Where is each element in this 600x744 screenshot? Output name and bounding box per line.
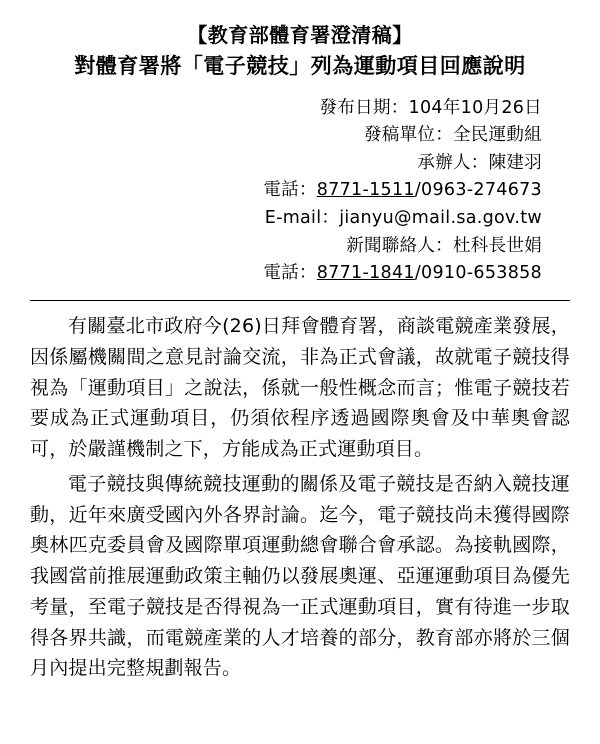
meta-issuing-unit bbox=[30, 122, 542, 150]
meta-phone-primary-label: 電話： bbox=[263, 180, 317, 201]
meta-contact-person-label: 承辦人： bbox=[417, 152, 489, 173]
meta-phone-primary-suffix: /0963-274673 bbox=[414, 180, 542, 201]
title-line-1: 【教育部體育署澄清稿】 bbox=[187, 23, 413, 47]
horizontal-divider bbox=[30, 300, 570, 301]
title-line-2: 對體育署將「電子競技」列為運動項目回應說明 bbox=[74, 53, 526, 78]
meta-email-value[interactable]: jianyu@mail.sa.gov.tw bbox=[339, 208, 542, 229]
meta-publish-date-value: 104年10月26日 bbox=[408, 97, 542, 118]
meta-phone-secondary bbox=[30, 260, 542, 288]
meta-phone-primary-value[interactable]: 8771-1511 bbox=[316, 180, 415, 201]
meta-issuing-unit-label: 發稿單位： bbox=[364, 125, 453, 146]
meta-issuing-unit-value: 全民運動組 bbox=[453, 125, 542, 146]
meta-publish-date bbox=[30, 95, 542, 123]
document-metadata bbox=[30, 95, 570, 288]
meta-email-label: E-mail： bbox=[264, 208, 340, 229]
meta-press-contact-value: 杜科長世娟 bbox=[453, 235, 542, 256]
document-body bbox=[30, 311, 570, 684]
body-paragraph-1: 有關臺北市政府今(26)日拜會體育署，商談電競產業發展，因係屬機關間之意見討論交流，非為正式會議，故就電子競技得視為「運動項目」之說法，係就一般性概念而言；惟電子競技若要成為正式運動項目，仍須依程序透過國際奧會及中華奧會認可，於嚴謹機制之下，方能成為正式運動項目。 bbox=[30, 315, 570, 461]
meta-press-contact-label: 新聞聯絡人： bbox=[346, 235, 453, 256]
meta-phone-secondary-value[interactable]: 8771-1841 bbox=[316, 263, 415, 284]
meta-phone-secondary-suffix: /0910-653858 bbox=[414, 263, 542, 284]
body-paragraph-2: 電子競技與傳統競技運動的關係及電子競技是否納入競技運動，近年來廣受國內外各界討論。迄今，電子競技尚未獲得國際奧林匹克委員會及國際單項運動總會聯合會承認。為接軌國際，我國當前推展運動政策主軸仍以發展奧運、亞運運動項目為優先考量，至電子競技是否得視為一正式運動項目，實有待進一步取得各界共識，而電競產業的人才培養的部分，教育部亦將於三個月內提出完整規劃報告。 bbox=[30, 472, 570, 680]
meta-contact-person-value: 陳建羽 bbox=[488, 152, 542, 173]
meta-press-contact bbox=[30, 233, 542, 261]
document-title bbox=[30, 22, 570, 81]
meta-contact-person bbox=[30, 150, 542, 178]
meta-email bbox=[30, 205, 542, 233]
meta-publish-date-label: 發布日期： bbox=[319, 97, 409, 118]
meta-phone-primary bbox=[30, 177, 542, 205]
meta-phone-secondary-label: 電話： bbox=[263, 263, 317, 284]
